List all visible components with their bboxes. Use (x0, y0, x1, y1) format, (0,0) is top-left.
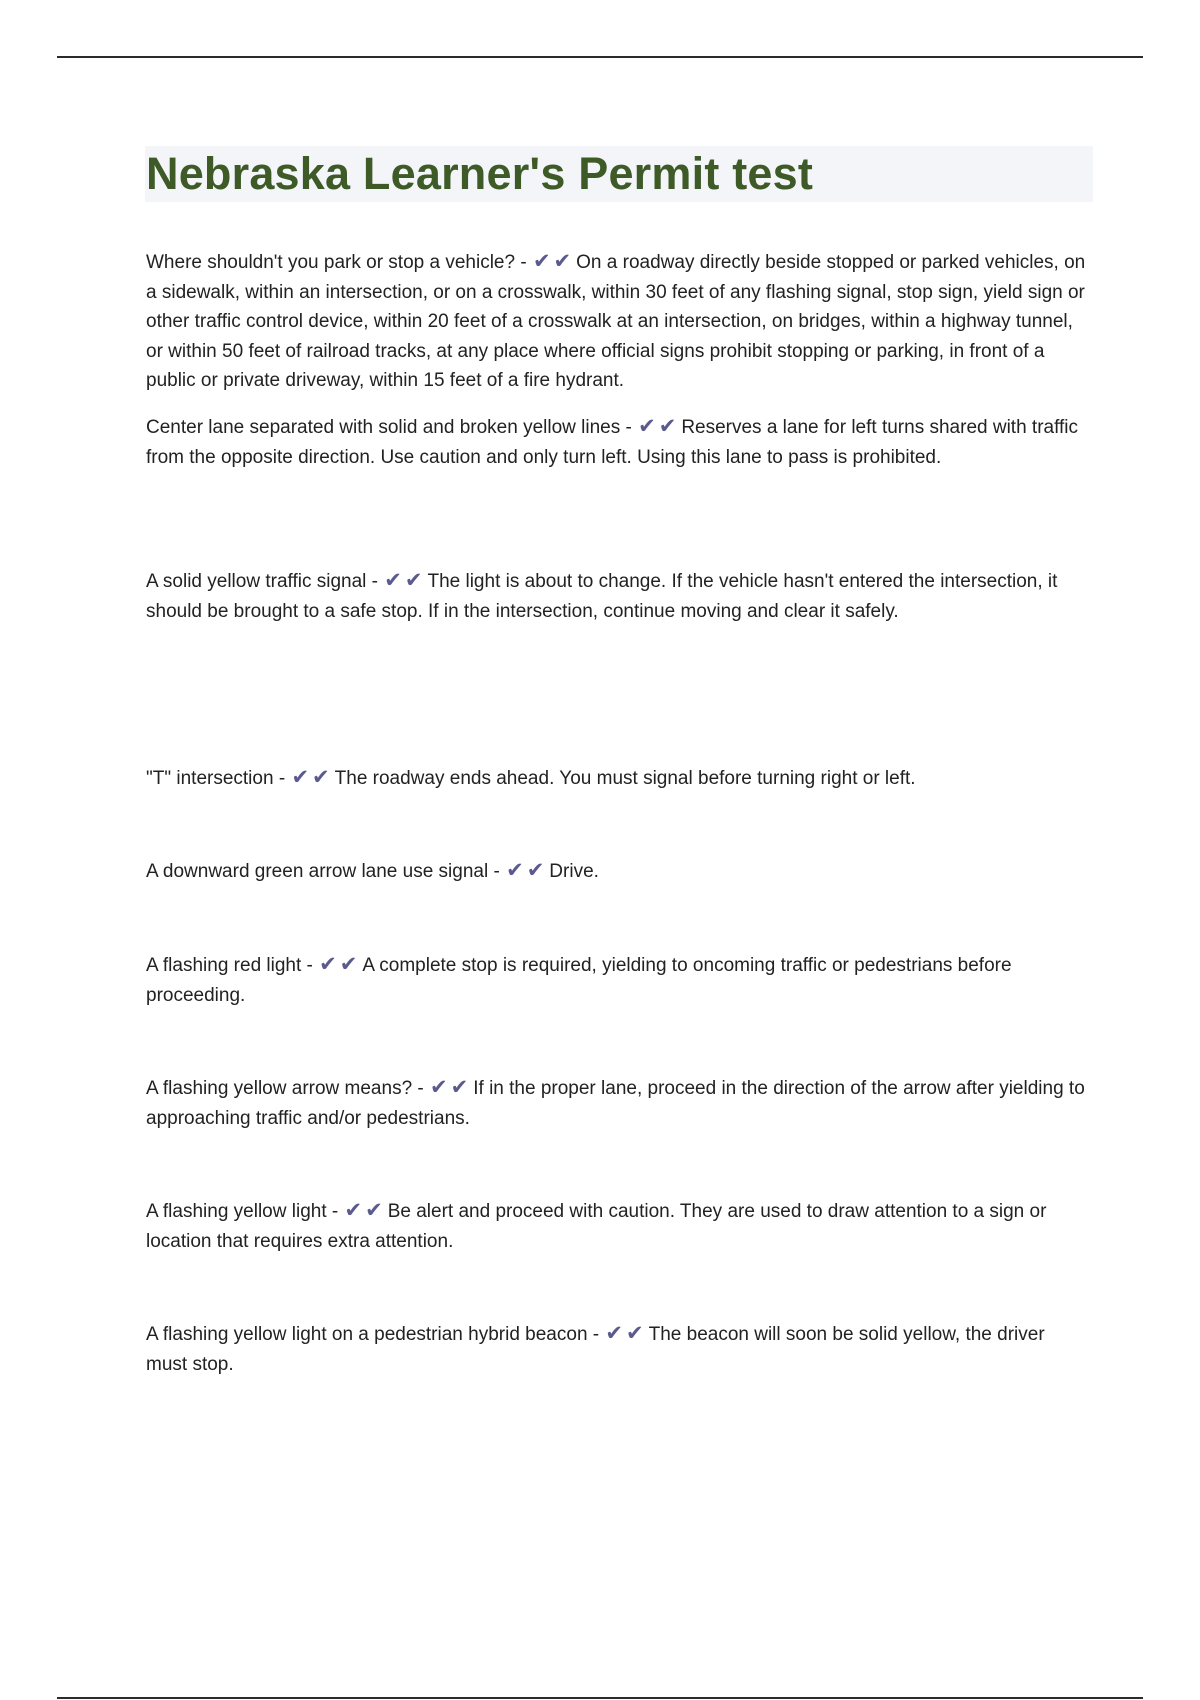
question-text: "T" intersection - (146, 768, 286, 789)
double-check-icon: ✔✔ (384, 569, 426, 592)
answer-text: On a roadway directly beside stopped or parked vehicles, on a sidewalk, within an intersection, or on a crosswalk, within 30 feet of any flashing signal, stop sign, yield sign or other traffic control device, within 20 feet of a crosswalk at an intersection, on bridges, within a highway tunnel, or within 50 feet of railroad tracks, at any place where official signs prohibit stopping or parking, in front of a public or private driveway, within 15 feet of a fire hydrant. (146, 252, 1086, 391)
answer-text: Drive. (549, 861, 599, 882)
bottom-rule (57, 1697, 1143, 1699)
qa-item (146, 566, 1086, 626)
qa-item (146, 247, 1086, 396)
question-text: A solid yellow traffic signal - (146, 571, 378, 592)
question-text: A flashing yellow light - (146, 1201, 339, 1222)
qa-item (146, 412, 1086, 472)
question-text: A flashing yellow arrow means? - (146, 1078, 424, 1099)
qa-item (146, 1319, 1086, 1379)
answer-text: The roadway ends ahead. You must signal before turning right or left. (334, 768, 916, 789)
answer-text: The beacon will soon be solid yellow, the driver must stop. (146, 1324, 1045, 1375)
double-check-icon: ✔✔ (291, 766, 333, 789)
qa-item (146, 1073, 1086, 1133)
double-check-icon: ✔✔ (344, 1199, 386, 1222)
question-text: A downward green arrow lane use signal - (146, 861, 500, 882)
double-check-icon: ✔✔ (506, 859, 548, 882)
question-text: A flashing yellow light on a pedestrian hybrid beacon - (146, 1324, 600, 1345)
double-check-icon: ✔✔ (638, 415, 680, 438)
answer-text: A complete stop is required, yielding to oncoming traffic or pedestrians before proceeding. (146, 955, 1012, 1006)
question-text: A flashing red light - (146, 955, 313, 976)
question-text: Where shouldn't you park or stop a vehicle? - (146, 252, 527, 273)
answer-text: Reserves a lane for left turns shared with traffic from the opposite direction. Use caution and only turn left. Using this lane to pass is prohibited. (146, 417, 1079, 468)
question-text: Center lane separated with solid and broken yellow lines - (146, 417, 632, 438)
double-check-icon: ✔✔ (605, 1322, 647, 1345)
double-check-icon: ✔✔ (532, 250, 575, 273)
answer-text: Be alert and proceed with caution. They are used to draw attention to a sign or location that requires extra attention. (146, 1201, 1047, 1252)
top-rule (57, 56, 1143, 58)
qa-item (146, 1196, 1086, 1256)
qa-item (146, 856, 1086, 887)
answer-text: If in the proper lane, proceed in the direction of the arrow after yielding to approaching traffic and/or pedestrians. (146, 1078, 1085, 1129)
double-check-icon: ✔✔ (319, 953, 361, 976)
qa-item (146, 950, 1086, 1010)
double-check-icon: ✔✔ (430, 1076, 472, 1099)
document-title: Nebraska Learner's Permit test (146, 148, 814, 199)
answer-text: The light is about to change. If the vehicle hasn't entered the intersection, it should be brought to a safe stop. If in the intersection, continue moving and clear it safely. (146, 571, 1058, 622)
qa-item (146, 763, 1086, 794)
